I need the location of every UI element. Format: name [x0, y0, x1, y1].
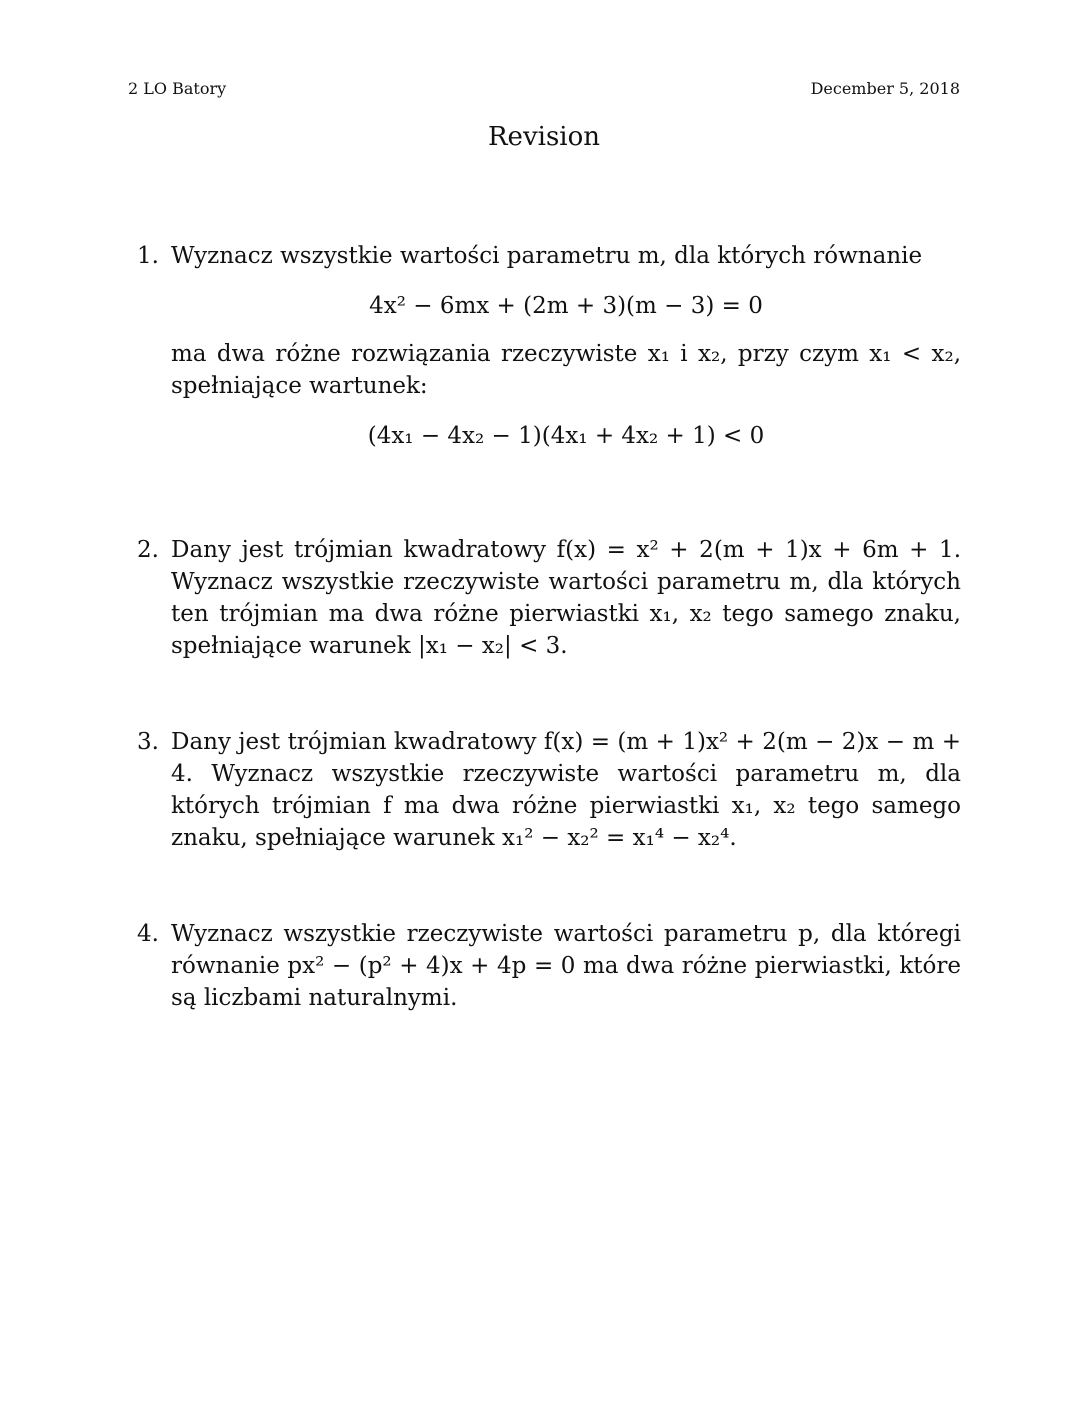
problem-1-intro: Wyznacz wszystkie wartości parametru m, dla których równanie — [171, 243, 923, 269]
problem-number: 4. — [137, 921, 159, 947]
problem-1-middle: ma dwa różne rozwiązania rzeczywiste x₁ i x₂, przy czym x₁ < x₂, spełniające wartunek: — [171, 341, 961, 399]
problem-1-equation: 4x² − 6mx + (2m + 3)(m − 3) = 0 — [369, 293, 763, 319]
problem-number: 1. — [137, 243, 159, 269]
problem-3-text: Dany jest trójmian kwadratowy f(x) = (m + 1)x² + 2(m − 2)x − m + 4. Wyznacz wszystkie rzeczywiste wartości parametru m, dla których trójmian f ma dwa różne pierwiastki x₁, x₂ tego samego znaku, spełniające warunek x₁² − x₂² = x₁⁴ − x₂⁴. — [171, 729, 961, 851]
page-title: Revision — [487, 122, 601, 152]
problem-3 — [137, 726, 961, 854]
problem-2-text: Dany jest trójmian kwadratowy f(x) = x² + 2(m + 1)x + 6m + 1. Wyznacz wszystkie rzeczywiste wartości parametru m, dla których ten trójmian ma dwa różne pierwiastki x₁, x₂ tego samego znaku, spełniające warunek |x₁ − x₂| < 3. — [171, 537, 961, 659]
problem-2 — [137, 534, 961, 662]
problem-number: 2. — [137, 537, 159, 563]
header-date: December 5, 2018 — [810, 79, 960, 98]
problem-4 — [137, 918, 961, 1014]
problem-1-condition: (4x₁ − 4x₂ − 1)(4x₁ + 4x₂ + 1) < 0 — [367, 423, 765, 449]
problem-number: 3. — [137, 729, 159, 755]
problem-4-text: Wyznacz wszystkie rzeczywiste wartości parametru p, dla któregi równanie px² − (p² + 4)x + 4p = 0 ma dwa różne pierwiastki, które są liczbami naturalnymi. — [171, 921, 961, 1011]
problem-1 — [137, 240, 961, 468]
header-school: 2 LO Batory — [128, 79, 227, 98]
